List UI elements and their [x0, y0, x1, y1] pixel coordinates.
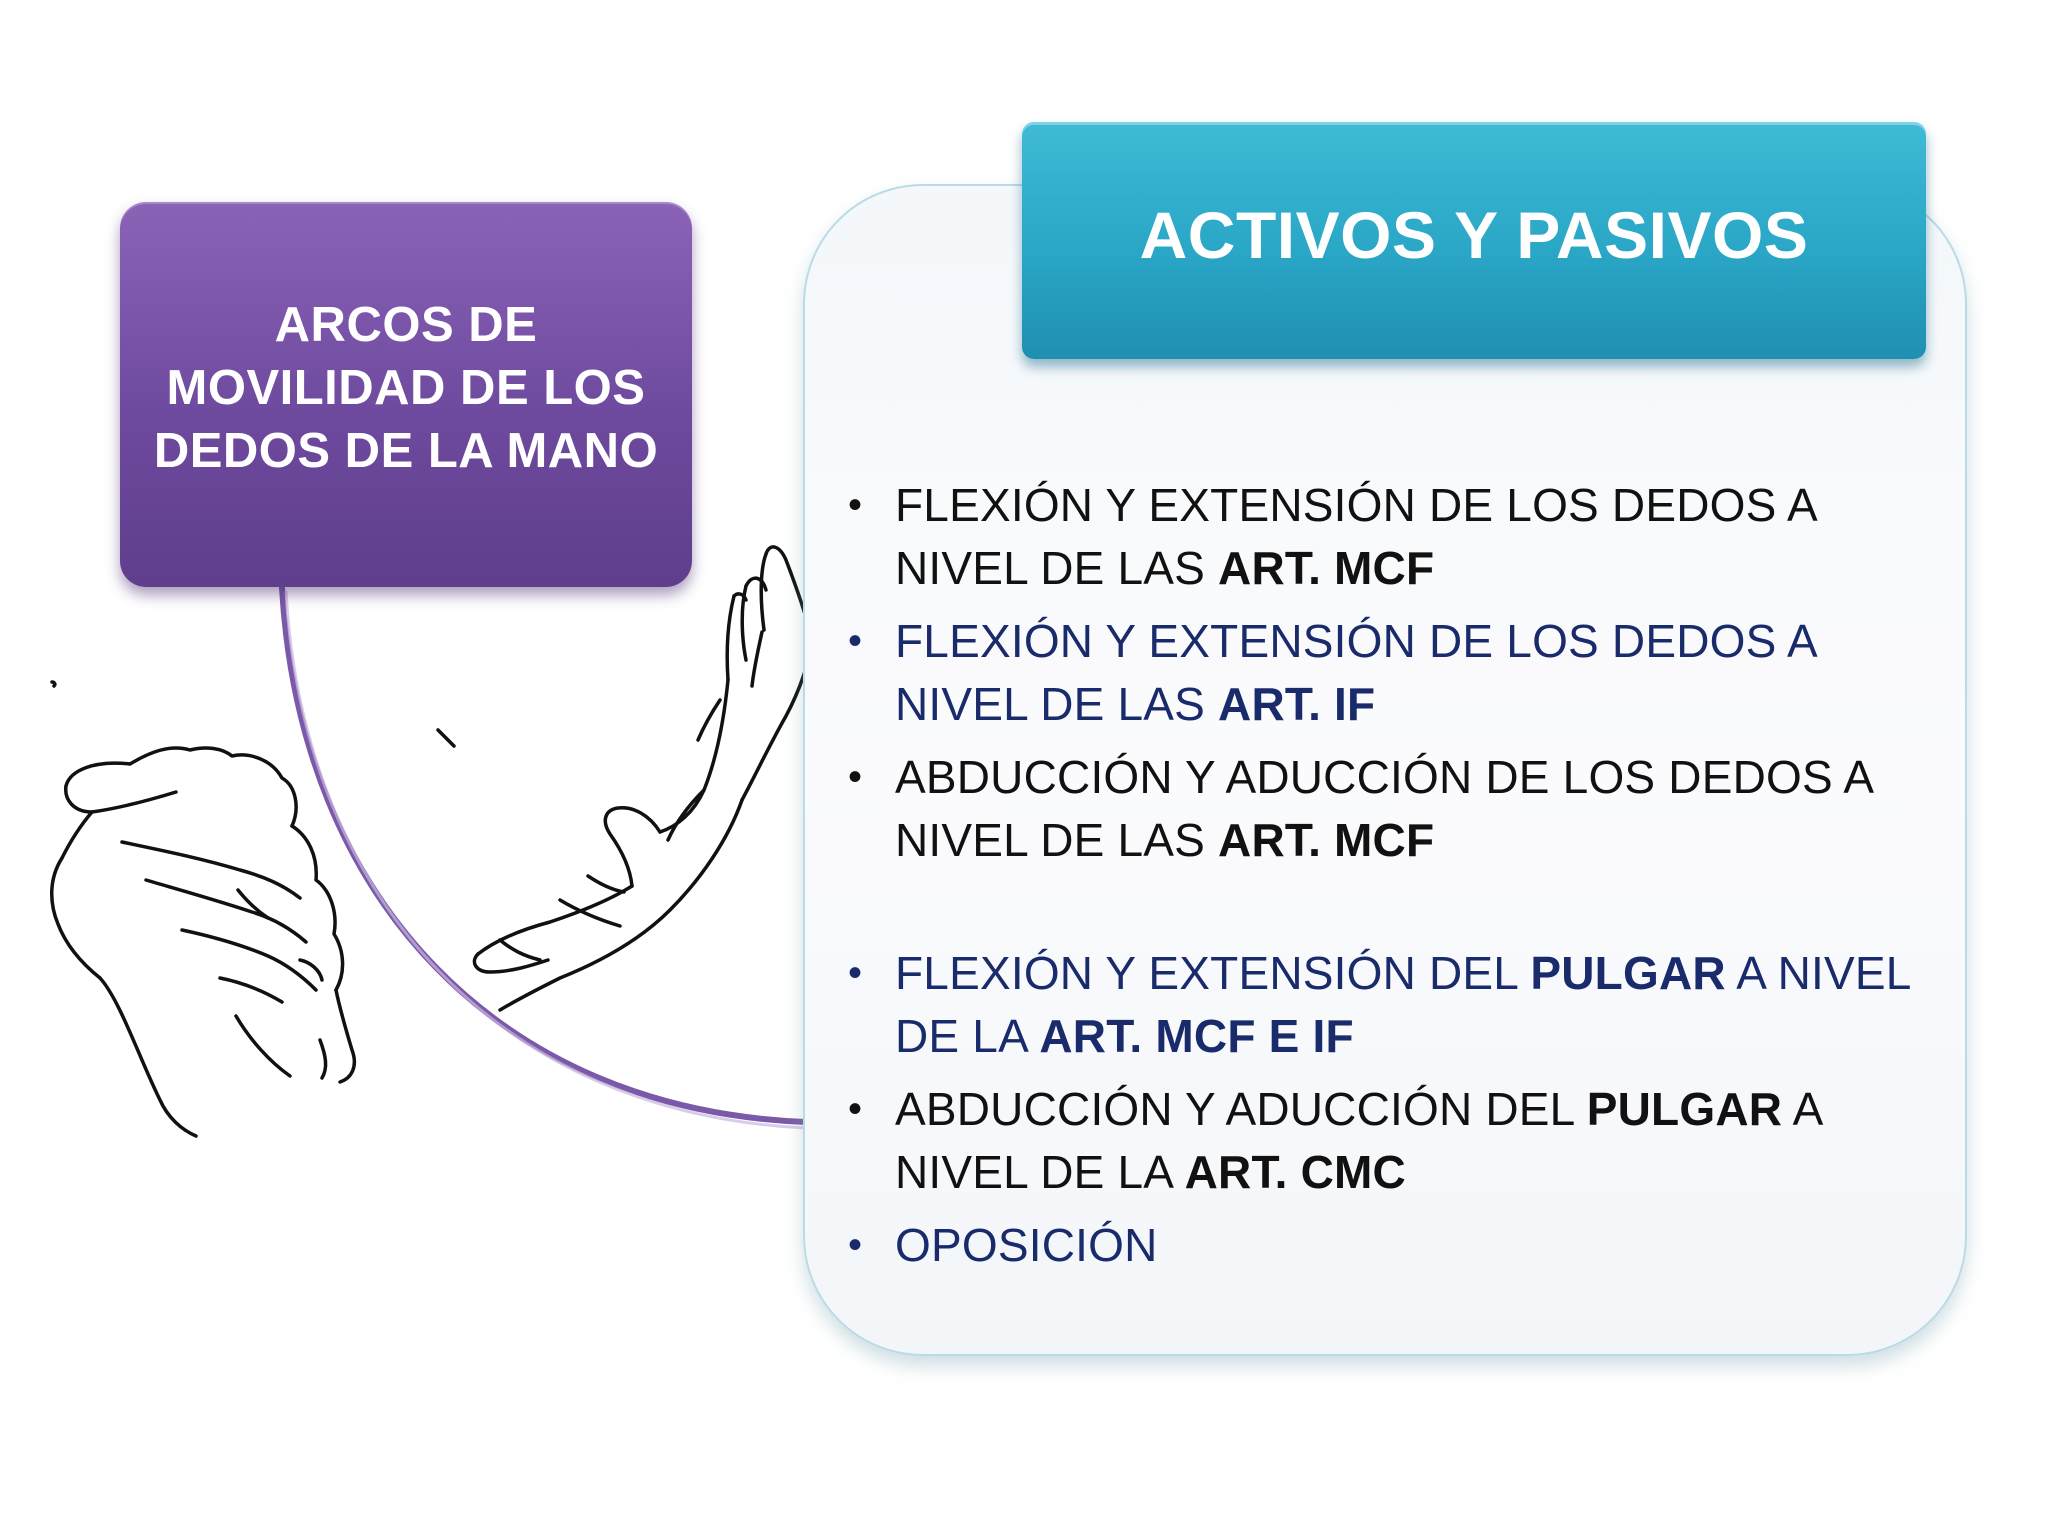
title-box [120, 202, 692, 587]
bullet-text: ABDUCCIÓN Y ADUCCIÓN DE LOS DEDOS A NIVEL DE LAS [895, 751, 1872, 866]
header-text: ACTIVOS Y PASIVOS [1139, 198, 1809, 272]
bullet-bold-text: ART. MCF [1218, 814, 1435, 866]
bullet-text: FLEXIÓN Y EXTENSIÓN DE LOS DEDOS A NIVEL DE LAS [895, 479, 1816, 594]
bullet-bold-text: ART. CMC [1184, 1146, 1406, 1198]
bullet-text: A NIVEL DE LA [895, 1083, 1821, 1198]
bullet-text: ABDUCCIÓN Y ADUCCIÓN DEL [895, 1083, 1587, 1135]
bullet-bold-text: PULGAR [1586, 1083, 1783, 1135]
title-text: ARCOS DE MOVILIDAD DE LOS DEDOS DE LA MANO [153, 298, 659, 478]
bullet-list [840, 474, 1950, 1287]
bullet-text: A NIVEL DE LA [895, 947, 1910, 1062]
bullet-dot: • [848, 755, 863, 799]
bullet-item [840, 474, 1950, 600]
bullet-item [840, 1214, 1950, 1277]
bullet-item [840, 1078, 1950, 1204]
bullet-dot: • [848, 1087, 863, 1131]
bullet-bold-text: ART. MCF E IF [1039, 1010, 1354, 1062]
bullet-bold-text: ART. MCF [1218, 542, 1435, 594]
bullet-dot: • [848, 951, 863, 995]
bullet-item [840, 610, 1950, 736]
bullet-bold-text: ART. IF [1218, 678, 1376, 730]
bullet-text: OPOSICIÓN [895, 1219, 1158, 1271]
bullet-dot: • [848, 1223, 863, 1267]
bullet-dot: • [848, 483, 863, 527]
bullet-bold-text: PULGAR [1530, 947, 1726, 999]
bullet-dot: • [848, 619, 863, 663]
bullet-item [840, 746, 1950, 872]
fist-hand-drawing [52, 682, 454, 1136]
bullet-item [840, 942, 1950, 1068]
header-tag [1022, 122, 1926, 359]
open-hand-drawing [474, 547, 812, 1010]
bullet-text: FLEXIÓN Y EXTENSIÓN DE LOS DEDOS A NIVEL DE LAS [895, 615, 1816, 730]
bullet-text: FLEXIÓN Y EXTENSIÓN DEL [895, 947, 1531, 999]
